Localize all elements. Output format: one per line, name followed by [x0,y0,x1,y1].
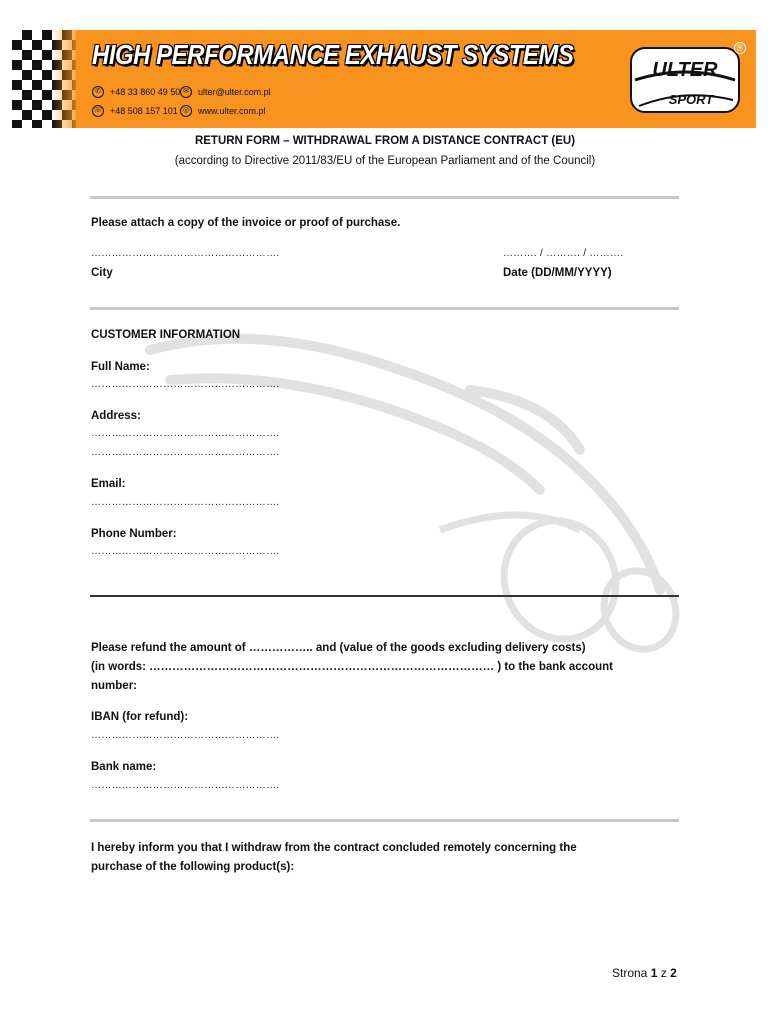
email-field[interactable]: ………………………………………………. [91,497,280,508]
phone2-contact [92,105,178,117]
refund-line1: Please refund the amount of …………….. and (value of the goods excluding delivery costs) [91,642,586,654]
phone-label: Phone Number: [91,528,177,540]
brand-title: HIGH PERFORMANCE EXHAUST SYSTEMS [92,40,574,72]
address-label: Address: [91,410,141,422]
form-subtitle: (according to Directive 2011/83/EU of the European Parliament and of the Council) [174,155,596,167]
refund-line2: (in words: ……………………………………………………………………………… ) to the bank account [91,661,613,673]
phone1-contact [92,86,180,98]
city-label: City [91,267,113,279]
date-field[interactable]: ………. / ………. / ………. [503,248,624,259]
attach-note: Please attach a copy of the invoice or proof of purchase. [91,217,401,229]
phone-icon: ✆ [92,86,104,98]
page-number: Strona 1 z 2 [612,966,677,980]
iban-field[interactable]: ………………………………………………. [91,730,280,741]
divider [90,819,679,822]
withdraw-line2: purchase of the following product(s): [91,861,295,873]
bank-name-field[interactable]: ………………………………………………. [91,780,280,791]
full-name-label: Full Name: [91,361,150,373]
website-contact [180,105,266,117]
mail-icon: ✉ [180,86,192,98]
phone2-text: +48 508 157 101 [110,106,178,116]
address-field-line1[interactable]: ………………………………………………. [91,428,280,439]
registered-mark: ® [734,42,746,54]
website-text: www.ulter.com.pl [198,106,266,116]
address-field-line2[interactable]: ………………………………………………. [91,447,280,458]
logo-text-bottom: SPORT [668,92,714,107]
globe-icon: ◎ [180,105,192,117]
full-name-field[interactable]: ………………………………………………. [91,379,280,390]
divider [90,307,679,310]
withdraw-line1: I hereby inform you that I withdraw from the contract concluded remotely concerning the [91,842,577,854]
customer-heading: CUSTOMER INFORMATION [91,329,241,341]
phone-field[interactable]: ………………………………………………. [91,546,280,557]
refund-line3: number: [91,680,137,692]
mobile-icon: ☏ [92,105,104,117]
city-field[interactable]: ………………………………………………. [91,248,280,259]
form-title: RETURN FORM – WITHDRAWAL FROM A DISTANCE CONTRACT (EU) [194,135,576,147]
date-label: Date (DD/MM/YYYY) [503,267,612,279]
phone1-text: +48 33 860 49 50 [110,87,181,97]
header-banner [12,30,756,128]
email-label: Email: [91,478,126,490]
bank-name-label: Bank name: [91,761,157,773]
divider [90,595,679,597]
ulter-sport-logo [629,40,741,120]
logo-text-top: ULTER [652,59,718,81]
iban-label: IBAN (for refund): [91,711,189,723]
email-text: ulter@ulter.com.pl [198,87,271,97]
email-contact [180,86,271,98]
divider [90,196,679,199]
